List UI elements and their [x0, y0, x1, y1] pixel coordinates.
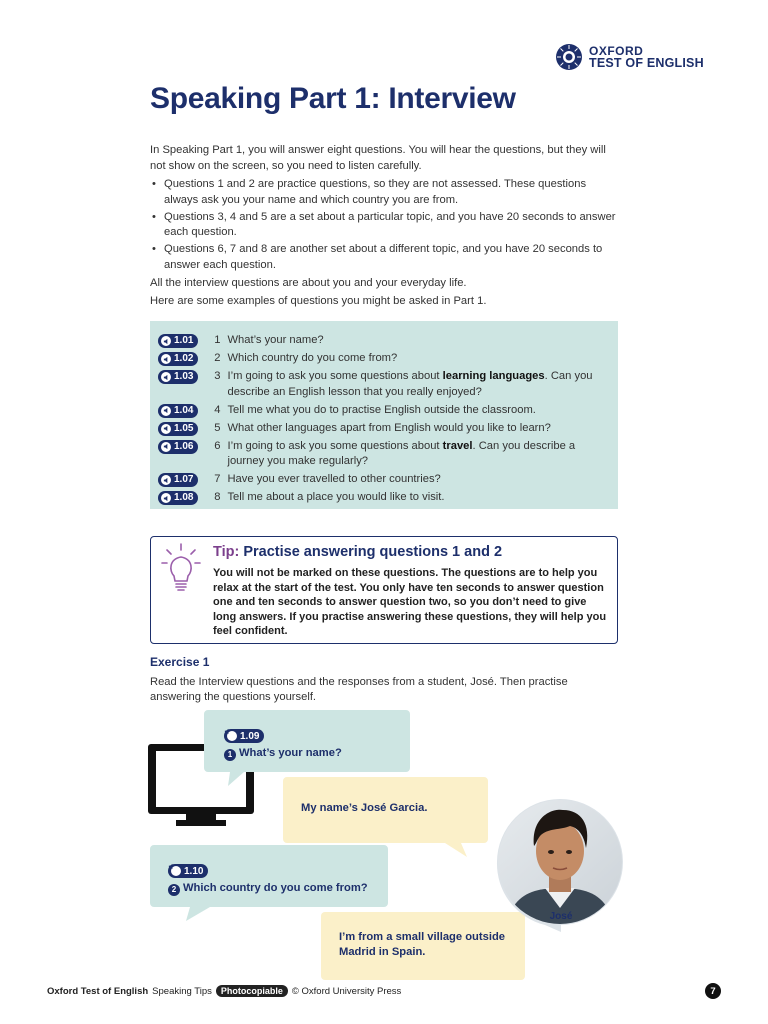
footer-series: Speaking Tips [152, 985, 212, 997]
intro-text [150, 143, 618, 309]
audio-track-number: 1.08 [174, 492, 194, 504]
audio-track-number: 1.03 [174, 371, 194, 383]
audio-track-number: 1.09 [240, 730, 260, 742]
question-row [158, 351, 608, 367]
audio-track-number: 1.02 [174, 353, 194, 365]
question-number: 6 [214, 439, 221, 452]
audio-track-number: 1.06 [174, 440, 194, 452]
audio-track-button[interactable] [158, 370, 198, 384]
tip-title: Practise answering questions 1 and 2 [243, 544, 503, 560]
audio-track-button[interactable] [158, 440, 198, 454]
question-number: 8 [214, 491, 221, 503]
page-footer [47, 985, 401, 997]
question-number: 3 [214, 370, 221, 382]
audio-track-number: 1.10 [184, 865, 204, 877]
speaker-icon [171, 866, 181, 876]
example-questions-box [150, 321, 618, 509]
intro-bullet-list [150, 177, 618, 273]
question-row [158, 490, 608, 506]
oxford-logo [555, 43, 704, 71]
question-number-badge: 1 [224, 749, 236, 761]
question-text: Tell me what you do to practise English outside the classroom. [227, 403, 536, 416]
logo-line-1: OXFORD [589, 44, 644, 58]
audio-track-number: 1.01 [174, 335, 194, 347]
question-number-badge: 2 [168, 884, 180, 896]
speaker-icon [161, 336, 171, 346]
page-number: 7 [705, 983, 721, 999]
dialogue-answer-line-1: I’m from a small village outside [339, 931, 505, 943]
question-text: What other languages apart from English would you like to learn? [227, 421, 551, 434]
dialogue-answer-text: My name’s José Garcia. [301, 802, 428, 814]
question-row [158, 472, 608, 488]
question-number: 7 [214, 473, 221, 485]
question-text: Tell me about a place you would like to visit. [227, 491, 445, 503]
dialogue-answer-line-2: Madrid in Spain. [339, 946, 426, 958]
audio-track-number: 1.04 [174, 404, 194, 416]
question-row [158, 403, 608, 419]
question-row [158, 369, 608, 400]
question-text: Which country do you come from? [227, 352, 398, 364]
question-row [158, 421, 608, 437]
audio-track-number: 1.07 [174, 474, 194, 486]
question-number: 1 [214, 334, 221, 346]
tip-box [150, 536, 618, 644]
audio-track-button[interactable] [158, 334, 198, 348]
question-row [158, 333, 608, 349]
audio-track-button[interactable] [158, 352, 198, 366]
question-row [158, 439, 608, 470]
question-text: I’m going to ask you some questions about learning languages. Can you describe an English lesson that you really enjoyed? [227, 370, 593, 398]
lightbulb-icon [161, 543, 201, 595]
audio-track-button[interactable] [158, 473, 198, 487]
speaker-icon [161, 372, 171, 382]
page-title: Speaking Part 1: Interview [150, 82, 516, 115]
footer-copyright: © Oxford University Press [291, 985, 402, 997]
logo-line-2: TEST OF ENGLISH [589, 56, 704, 70]
speaker-icon [161, 475, 171, 485]
exercise-title: Exercise 1 [150, 655, 210, 669]
speaker-icon [161, 354, 171, 364]
tip-heading [213, 544, 502, 560]
dialogue-question-text: Which country do you come from? [183, 882, 368, 894]
question-number: 5 [214, 421, 221, 434]
tip-label: Tip: [213, 544, 240, 560]
speaker-icon [161, 424, 171, 434]
audio-track-button[interactable] [224, 729, 264, 743]
intro-bullet: • Questions 1 and 2 are practice questions, so they are not assessed. These questions always ask you your name and which country you are from. [150, 177, 618, 208]
topic-keyword: learning languages [442, 370, 545, 382]
audio-track-button[interactable] [158, 404, 198, 418]
audio-track-button[interactable] [168, 864, 208, 878]
intro-bullet: • Questions 3, 4 and 5 are a set about a particular topic, and you have 20 seconds to answer each question. [150, 210, 618, 241]
speaker-icon [161, 493, 171, 503]
intro-paragraph-1: In Speaking Part 1, you will answer eight questions. You will hear the questions, but they will not show on the screen, so you need to listen carefully. [150, 144, 606, 172]
footer-brand: Oxford Test of English [47, 985, 149, 997]
audio-track-number: 1.05 [174, 422, 194, 434]
audio-track-button[interactable] [158, 491, 198, 505]
exercise-instructions: Read the Interview questions and the responses from a student, José. Then practise answering the questions yourself. [150, 676, 568, 703]
speaker-icon [227, 731, 237, 741]
question-number: 2 [214, 352, 221, 364]
question-text: I’m going to ask you some questions about travel. Can you describe a journey you make regularly? [227, 439, 576, 467]
intro-paragraph-2: All the interview questions are about you and your everyday life. [150, 277, 467, 289]
dialogue-question-text: What’s your name? [239, 747, 342, 759]
photocopiable-badge: Photocopiable [216, 985, 288, 997]
question-text: Have you ever travelled to other countries? [227, 473, 441, 485]
tip-body: You will not be marked on these questions. The questions are to help you relax at the start of the test. You only have ten seconds to answer question one and ten seconds to answer question two, so you don’t need to give long answers. If you practise answering these questions, they will help you feel confident. [213, 567, 607, 638]
intro-bullet: • Questions 6, 7 and 8 are another set about a different topic, and you have 20 seconds to answer each question. [150, 242, 618, 273]
topic-keyword: travel [442, 439, 473, 452]
speaker-icon [161, 442, 171, 452]
question-number: 4 [214, 403, 221, 416]
student-name-label: José [549, 911, 573, 922]
question-text: What’s your name? [227, 334, 324, 346]
intro-paragraph-3: Here are some examples of questions you might be asked in Part 1. [150, 294, 487, 307]
speaker-icon [161, 406, 171, 416]
oxford-sun-logo-icon [555, 43, 583, 71]
audio-track-button[interactable] [158, 422, 198, 436]
